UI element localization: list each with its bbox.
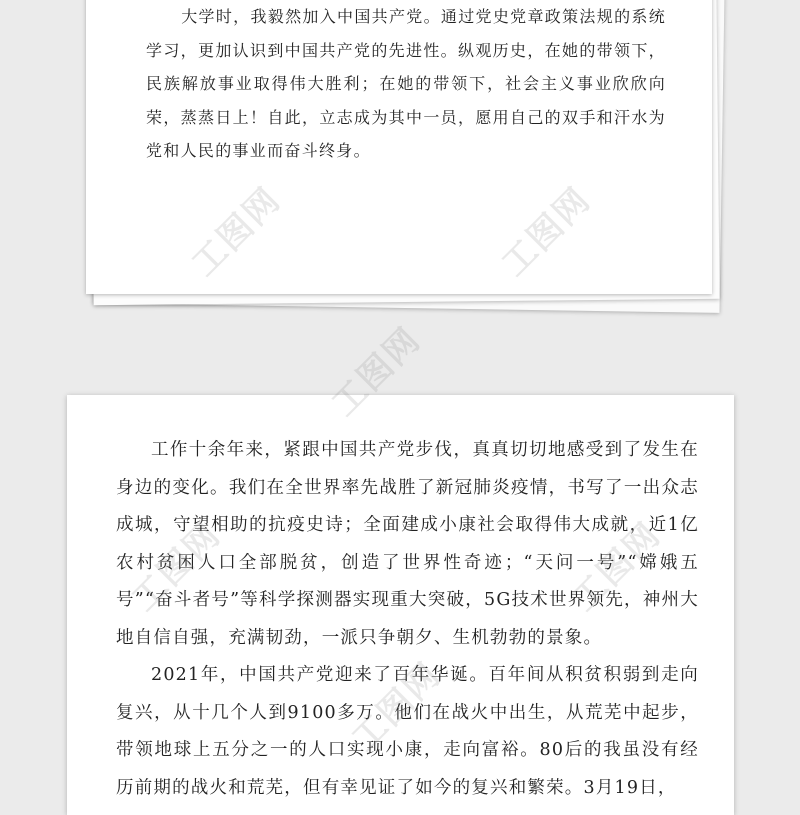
bottom-page-paragraph-2: 2021年，中国共产党迎来了百年华诞。百年间从积贫积弱到走向复兴，从十几个人到9100多万。他们在战火中出生，从荒芜中起步，带领地球上五分之一的人口实现小康，走向富裕。80后的我虽没有经历前期的战火和荒芜，但有幸见证了如今的复兴和繁荣。3月19日，: [116, 665, 699, 798]
bottom-document-page: [67, 395, 734, 815]
top-document-page: [86, 0, 712, 294]
bottom-page-paragraph-1: 工作十余年来，紧跟中国共产党步伐，真真切切地感受到了发生在身边的变化。我们在全世界率先战胜了新冠肺炎疫情，书写了一出众志成城，守望相助的抗疫史诗；全面建成小康社会取得伟大成就，近1亿农村贫困人口全部脱贫，创造了世界性奇迹；“天问一号”“嫦娥五号”“奋斗者号”等科学探测器实现重大突破，5G技术世界领先，神州大地自信自强，充满韧劲，一派只争朝夕、生机勃勃的景象。: [116, 440, 699, 648]
bottom-page-text: [116, 432, 699, 807]
watermark-logo: 工图网: [324, 319, 429, 425]
top-page-text: [146, 0, 666, 168]
top-page-paragraph: 大学时，我毅然加入中国共产党。通过党史党章政策法规的系统学习，更加认识到中国共产党的先进性。纵观历史，在她的带领下，民族解放事业取得伟大胜利；在她的带领下，社会主义事业欣欣向荣，蒸蒸日上！自此，立志成为其中一员，愿用自己的双手和汗水为党和人民的事业而奋斗终身。: [146, 7, 666, 160]
